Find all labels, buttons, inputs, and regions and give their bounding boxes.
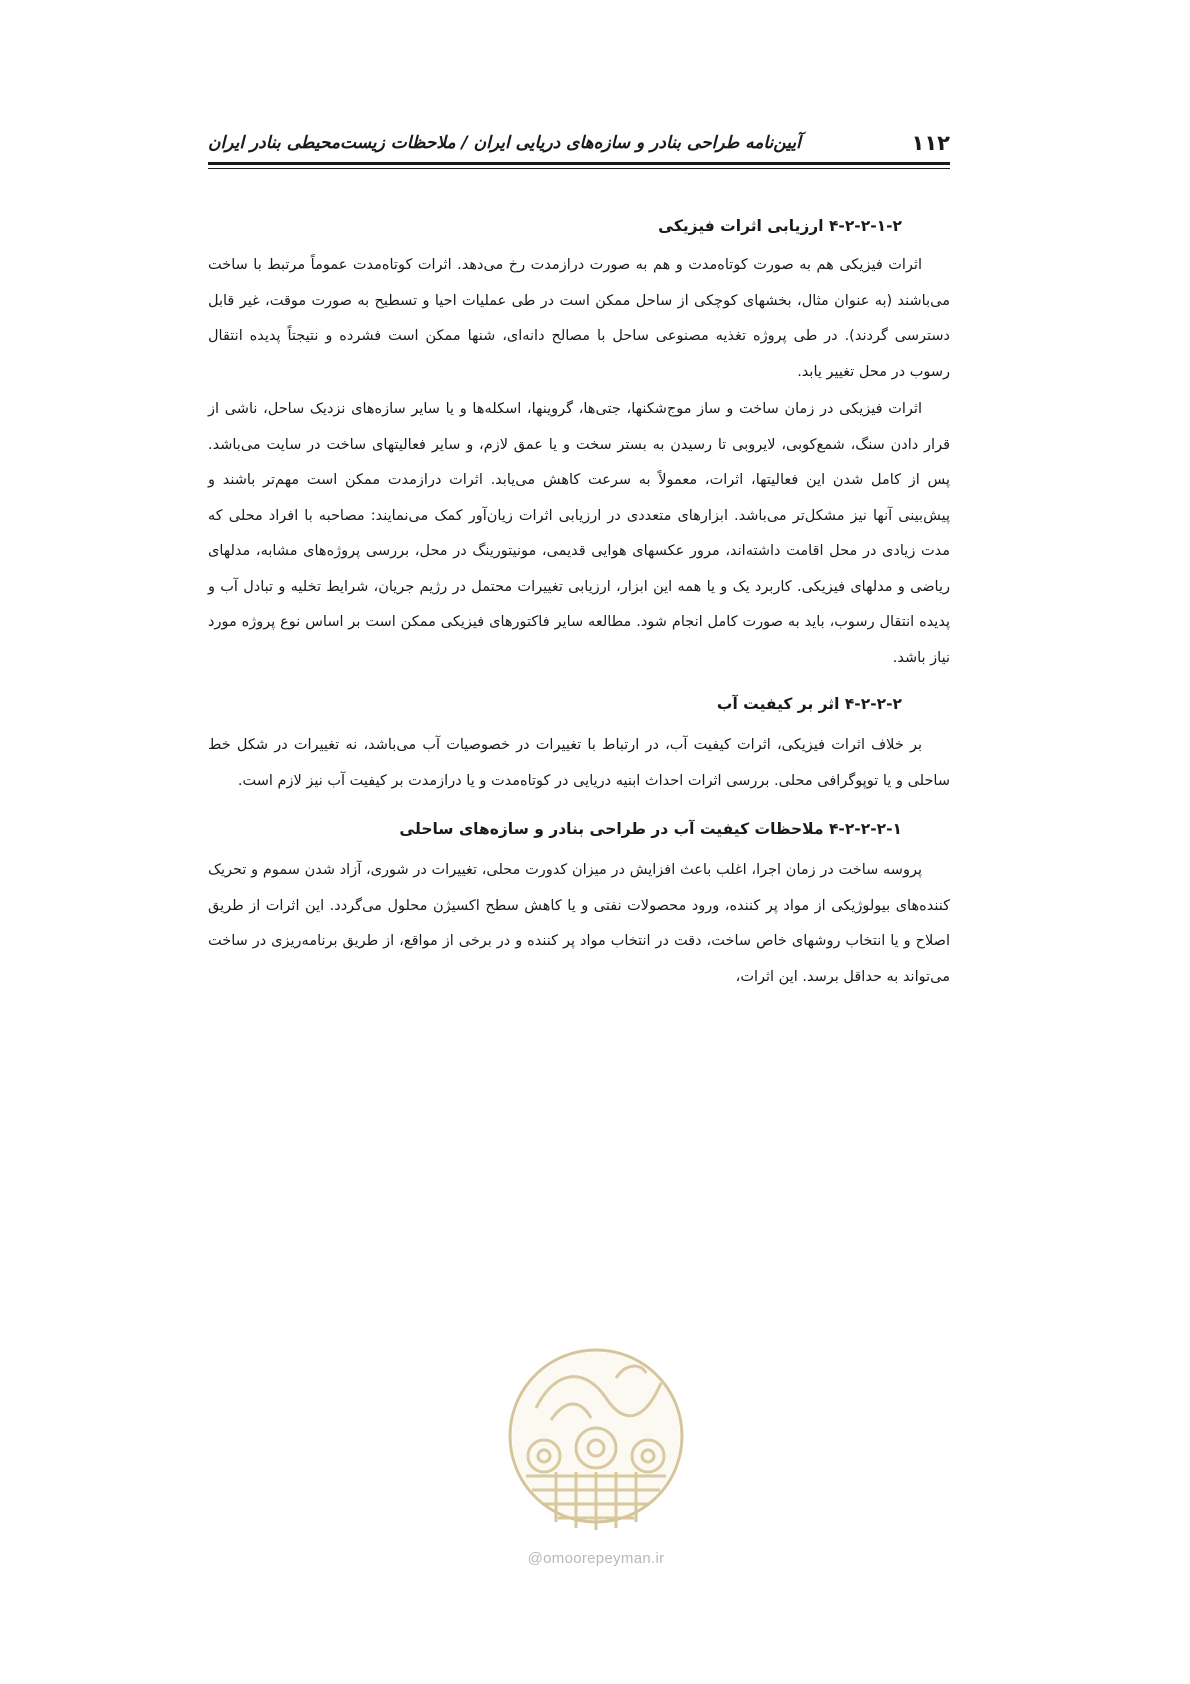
- header-rule-thin: [208, 168, 950, 169]
- watermark-logo: [496, 1328, 696, 1567]
- section-heading: ۴-۲-۲-۱-۲ ارزیابی اثرات فیزیکی: [658, 217, 902, 235]
- watermark-url: @omoorepeyman.ir: [527, 1550, 665, 1567]
- running-title: آیین‌نامه طراحی بنادر و سازه‌های دریایی ایران / ملاحظات زیست‌محیطی بنادر ایران: [208, 133, 801, 153]
- section-heading: ۴-۲-۲-۲ اثر بر کیفیت آب: [716, 695, 902, 713]
- paragraph: اثرات فیزیکی در زمان ساخت و ساز موج‌شکنها، جتی‌ها، گروینها، اسکله‌ها و یا سایر سازه‌های نزدیک ساحل، ناشی از قرار دادن سنگ، شمع‌کوبی، لایروبی تا رسیدن به بستر سخت و یا عمق لازم، و سایر فعالیتهای ساخت در سایت می‌باشد. پس از کامل شدن این فعالیتها، اثرات، معمولاً به سرعت کاهش می‌یابد. اثرات درازمدت ممکن است مهم‌تر باشند و پیش‌بینی آنها نیز مشکل‌تر می‌باشد. ابزارهای متعددی در ارزیابی اثرات زیان‌آور کمک می‌نمایند: مصاحبه با افراد محلی که مدت زیادی در محل اقامت داشته‌اند، مرور عکسهای هوایی قدیمی، مونیتورینگ در محل، بررسی پروژه‌های مشابه، مدلهای ریاضی و مدلهای فیزیکی. کاربرد یک و یا همه این ابزار، ارزیابی تغییرات محتمل در رژیم جریان، شرایط تخلیه و تبادل آب و پدیده انتقال رسوب، باید به صورت کامل انجام شود. مطالعه سایر فاکتورهای فیزیکی ممکن است بر اساس نوع پروژه مورد نیاز باشد.: [208, 401, 950, 666]
- seal-icon: [496, 1328, 696, 1548]
- section-heading: ۴-۲-۲-۲-۱ ملاحظات کیفیت آب در طراحی بنادر و سازه‌های ساحلی: [399, 820, 902, 838]
- paragraph: بر خلاف اثرات فیزیکی، اثرات کیفیت آب، در ارتباط با تغییرات در خصوصیات آب می‌باشد، نه تغییرات در شکل خط ساحلی و یا توپوگرافی محلی. بررسی اثرات احداث ابنیه دریایی در کوتاه‌مدت و یا درازمدت بر کیفیت آب نیز لازم است.: [208, 737, 950, 789]
- header-rule: [208, 162, 950, 165]
- paragraph: اثرات فیزیکی هم به صورت کوتاه‌مدت و هم به صورت درازمدت رخ می‌دهد. اثرات کوتاه‌مدت عموماً مرتبط با ساخت می‌باشند (به عنوان مثال، بخشهای کوچکی از ساحل ممکن است در طی عملیات احیا و تسطیح به صورت موقت، غیر قابل دسترسی گردند). در طی پروژه تغذیه مصنوعی ساحل با مصالح دانه‌ای، شنها ممکن است فشرده و نتیجتاً پدیده انتقال رسوب در محل تغییر یابد.: [208, 257, 950, 380]
- document-body: [208, 212, 950, 995]
- page-number: ۱۱۲: [911, 131, 950, 155]
- paragraph: پروسه ساخت در زمان اجرا، اغلب باعث افزایش در میزان کدورت محلی، تغییرات در شوری، آزاد شدن سموم و تحریک کننده‌های بیولوژیکی از مواد پر کننده، ورود محصولات نفتی و یا کاهش سطح اکسیژن محلول می‌گردد. این اثرات از طریق اصلاح و یا انتخاب روشهای خاص ساخت، دقت در انتخاب مواد پر کننده و در برخی از مواقع، از طریق برنامه‌ریزی در ساخت می‌تواند به حداقل برسد. این اثرات،: [208, 862, 950, 985]
- page-header: [208, 126, 950, 160]
